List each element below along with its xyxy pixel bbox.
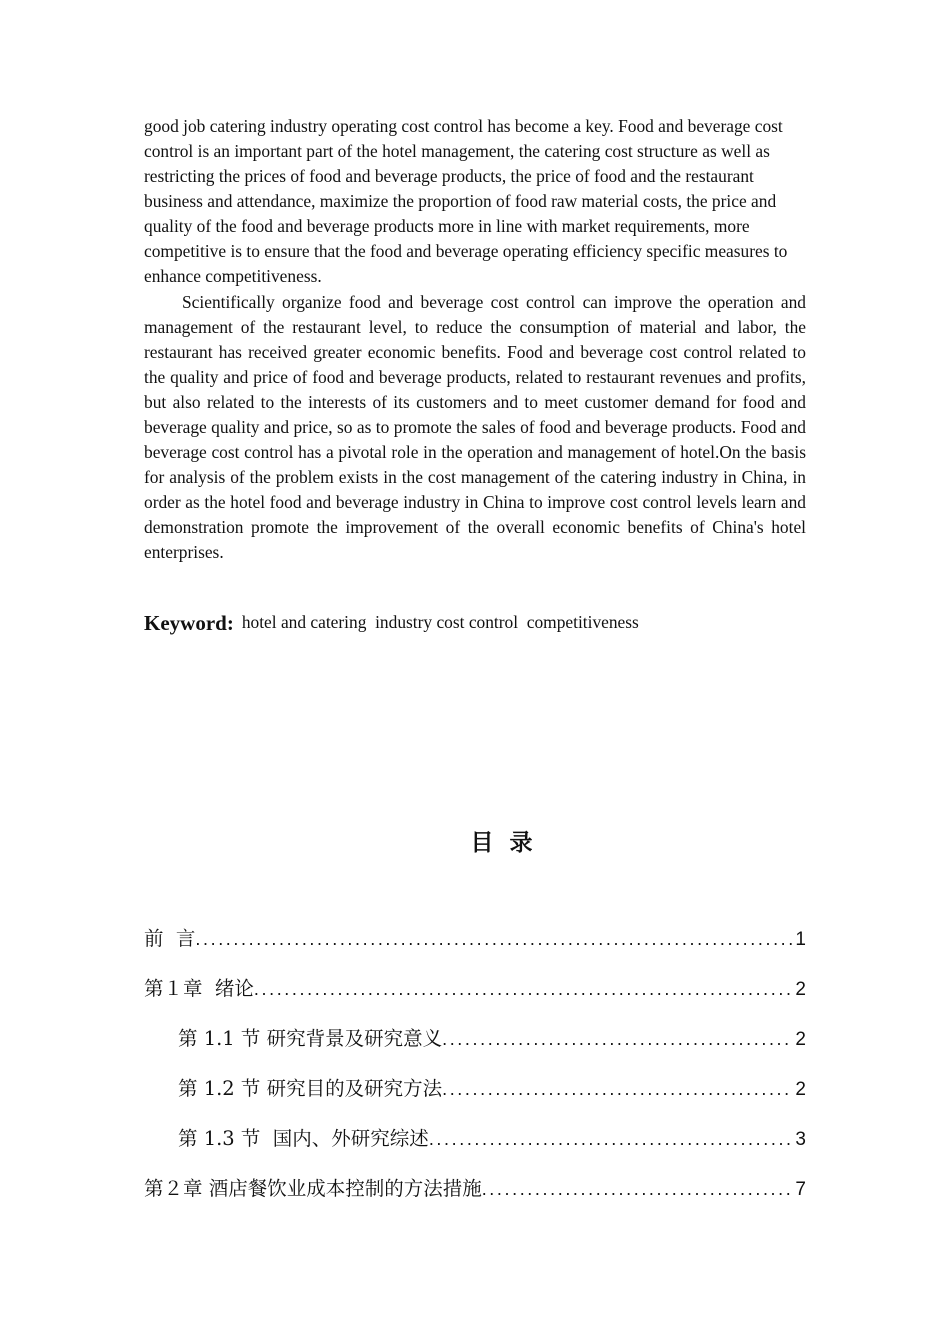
toc-entry-page: 2 xyxy=(795,1029,806,1050)
toc-leader-dots xyxy=(254,974,794,1004)
table-of-contents xyxy=(144,924,806,1224)
toc-leader-dots xyxy=(442,1074,793,1104)
toc-entry-label: 第 1.1 节 研究背景及研究意义 xyxy=(178,1027,443,1050)
toc-entry-label: 第１章 绪论 xyxy=(144,977,254,1000)
toc-entry[interactable] xyxy=(144,974,806,1024)
toc-entry-page: 2 xyxy=(795,1079,806,1100)
abstract-paragraph-2: Scientifically organize food and beverage cost control can improve the operation and management of the restaurant level, to reduce the consumption of material and labor, the restaurant has received greater economic benefits. Food and beverage cost control related to the quality and price of food and beverage products, related to restaurant revenues and profits, but also related to the interests of its customers and to meet customer demand for food and beverage quality and price, so as to promote the sales of food and beverage products. Food and beverage cost control has a pivotal role in the operation and management of hotel.On the basis for analysis of the problem exists in the cost management of the catering industry in China, in order as the hotel food and beverage industry in China to improve cost control levels learn and demonstration promote the improvement of the overall economic benefits of China's hotel enterprises. xyxy=(144,292,806,562)
toc-entry[interactable] xyxy=(144,1124,806,1174)
keyword-label: Keyword: xyxy=(144,611,234,635)
toc-leader-dots xyxy=(195,924,793,954)
toc-leader-dots xyxy=(482,1174,794,1204)
toc-entry-page: 2 xyxy=(795,979,806,1000)
toc-leader-dots xyxy=(429,1124,794,1154)
keyword-value: hotel and catering industry cost control competitiveness xyxy=(241,612,639,632)
toc-entry-page: 1 xyxy=(795,929,806,950)
toc-entry[interactable] xyxy=(144,1174,806,1224)
toc-title: 目 录 xyxy=(470,830,533,856)
toc-entry-page: 7 xyxy=(795,1179,806,1200)
toc-entry-label: 第 1.3 节 国内、外研究综述 xyxy=(178,1127,429,1150)
english-abstract xyxy=(144,114,806,565)
toc-entry-label: 第 1.2 节 研究目的及研究方法 xyxy=(178,1077,443,1100)
toc-entry[interactable] xyxy=(144,1024,806,1074)
toc-entry[interactable] xyxy=(144,924,806,974)
keyword-row xyxy=(144,611,639,636)
toc-leader-dots xyxy=(442,1024,793,1054)
toc-entry-label: 第２章 酒店餐饮业成本控制的方法措施 xyxy=(144,1177,482,1200)
abstract-paragraph-1: good job catering industry operating cost control has become a key. Food and beverage cost control is an important part of the hotel management, the catering cost structure as well as restricting the prices of food and beverage products, the price of food and the restaurant business and attendance, maximize the proportion of food raw material costs, the price and quality of the food and beverage products more in line with market requirements, more competitive is to ensure that the food and beverage operating efficiency specific measures to enhance competitiveness. xyxy=(144,116,788,286)
toc-entry[interactable] xyxy=(144,1074,806,1124)
toc-entry-label: 前 言 xyxy=(144,927,196,950)
toc-entry-page: 3 xyxy=(795,1129,806,1150)
